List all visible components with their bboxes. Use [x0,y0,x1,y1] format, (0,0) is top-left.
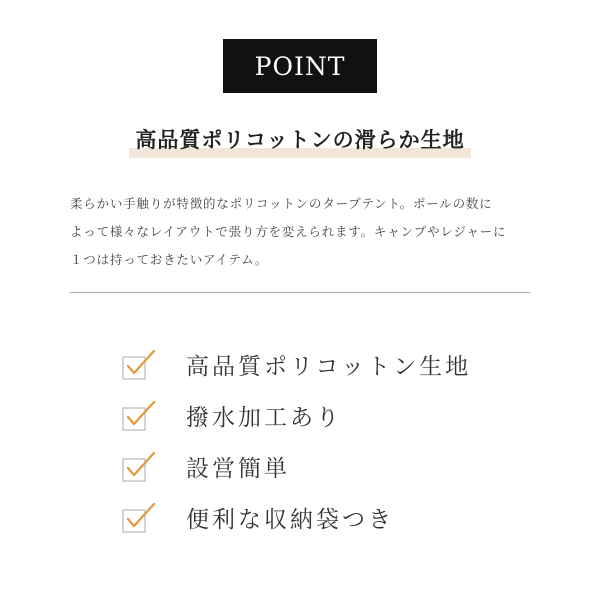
feature-list [122,339,471,543]
headline-container [0,124,600,154]
checkbox-check-icon [122,502,158,534]
description-line: よって様々なレイアウトで張り方を変えられます。キャンプやレジャーに [70,224,507,239]
checkbox-check-icon [122,400,158,432]
feature-label: 撥水加工あり [186,405,342,431]
point-badge [223,39,377,93]
feature-item [122,339,471,390]
checkbox-check-icon [122,349,158,381]
divider [70,292,530,293]
description-line: １つは持っておきたいアイテム。 [70,252,269,267]
feature-label: 高品質ポリコットン生地 [186,354,472,380]
point-badge-label: POINT [254,51,346,81]
feature-label: 便利な収納袋つき [186,507,394,533]
feature-item [122,441,471,492]
description-line: 柔らかい手触りが特徴的なポリコットンのタープテント。ポールの数に [70,196,493,211]
feature-label: 設営簡単 [186,456,290,482]
description [70,190,535,274]
feature-item [122,390,471,441]
headline [133,124,466,154]
headline-text: 高品質ポリコットンの滑らか生地 [135,127,465,152]
feature-item [122,492,471,543]
checkbox-check-icon [122,451,158,483]
